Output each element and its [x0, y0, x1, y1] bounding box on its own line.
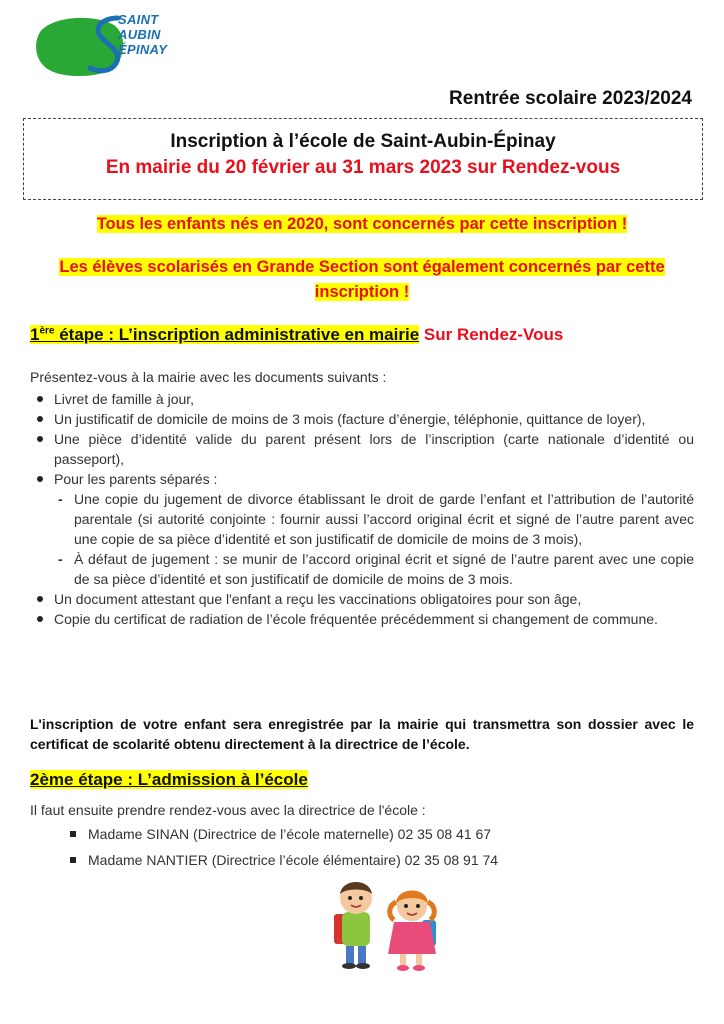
- girl-figure: [388, 891, 436, 972]
- step-1-appointment: Sur Rendez-Vous: [419, 325, 564, 344]
- list-item: [30, 469, 694, 589]
- logo-line-1: SAINT: [118, 12, 159, 27]
- documents-list: [30, 389, 694, 629]
- title-box: [23, 118, 703, 200]
- list-item-label: Pour les parents séparés :: [54, 471, 218, 487]
- list-item: Un justificatif de domicile de moins de 3 mois (facture d’énergie, téléphonie, quittance de loyer),: [30, 409, 694, 429]
- separated-parents-list: [54, 489, 694, 589]
- page-title: Inscription à l’école de Saint-Aubin-Épinay: [170, 131, 556, 152]
- notice-2020-children: [30, 212, 694, 237]
- step-1-heading: [30, 325, 563, 345]
- notice-grande-section: [30, 255, 694, 305]
- logo-text: [118, 12, 167, 57]
- step-2-title: 2ème étape : L’admission à l’école: [30, 770, 308, 789]
- notice-text: Les élèves scolarisés en Grande Section sont également concernés par cette inscription !: [59, 258, 665, 301]
- notice-text: Tous les enfants nés en 2020, sont concernés par cette inscription !: [96, 215, 628, 233]
- logo-line-2: AUBIN: [118, 27, 161, 42]
- list-item: Livret de famille à jour,: [30, 389, 694, 409]
- children-illustration: [326, 876, 446, 976]
- logo-line-3: ÉPINAY: [118, 42, 168, 57]
- step-2-body: [30, 800, 694, 870]
- registration-dates: En mairie du 20 février au 31 mars 2023 sur Rendez-vous: [105, 157, 621, 178]
- contact-item: Madame SINAN (Directrice de l’école maternelle) 02 35 08 41 67: [66, 824, 694, 844]
- contacts-list: [66, 824, 694, 870]
- sub-list-item: - Une copie du jugement de divorce établissant le droit de garde l’enfant et l’attribution de l’autorité parentale (si autorité conjointe : fournir aussi l’accord original écrit et signé de l’autre parent avec une copie de sa pièce d’identité et son justificatif de domicile de moins de 3 mois),: [54, 489, 694, 549]
- step-1-intro: Présentez-vous à la mairie avec les documents suivants :: [30, 369, 387, 385]
- school-year-heading: Rentrée scolaire 2023/2024: [449, 88, 692, 109]
- step-2-heading: [30, 770, 308, 790]
- registration-note: L'inscription de votre enfant sera enregistrée par la mairie qui transmettra son dossier avec le certificat de scolarité obtenu directement à la directrice de l’école.: [30, 716, 694, 752]
- boy-figure: [334, 882, 372, 969]
- step-1-body: [30, 367, 694, 629]
- step-2-intro: Il faut ensuite prendre rendez-vous avec la directrice de l'école :: [30, 802, 426, 818]
- sub-list-item: - À défaut de jugement : se munir de l’accord original écrit et signé de l’autre parent avec une copie de sa pièce d’identité et son justificatif de domicile de moins de 3 mois.: [54, 549, 694, 589]
- list-item: Copie du certificat de radiation de l’école fréquentée précédemment si changement de commune.: [30, 609, 694, 629]
- contact-item: Madame NANTIER (Directrice l’école élémentaire) 02 35 08 91 74: [66, 850, 694, 870]
- list-item: Un document attestant que l'enfant a reçu les vaccinations obligatoires pour son âge,: [30, 589, 694, 609]
- step-1-title: 1ère étape : L’inscription administrative en mairie: [30, 325, 420, 344]
- list-item: Une pièce d’identité valide du parent présent lors de l’inscription (carte nationale d’identité ou passeport),: [30, 429, 694, 469]
